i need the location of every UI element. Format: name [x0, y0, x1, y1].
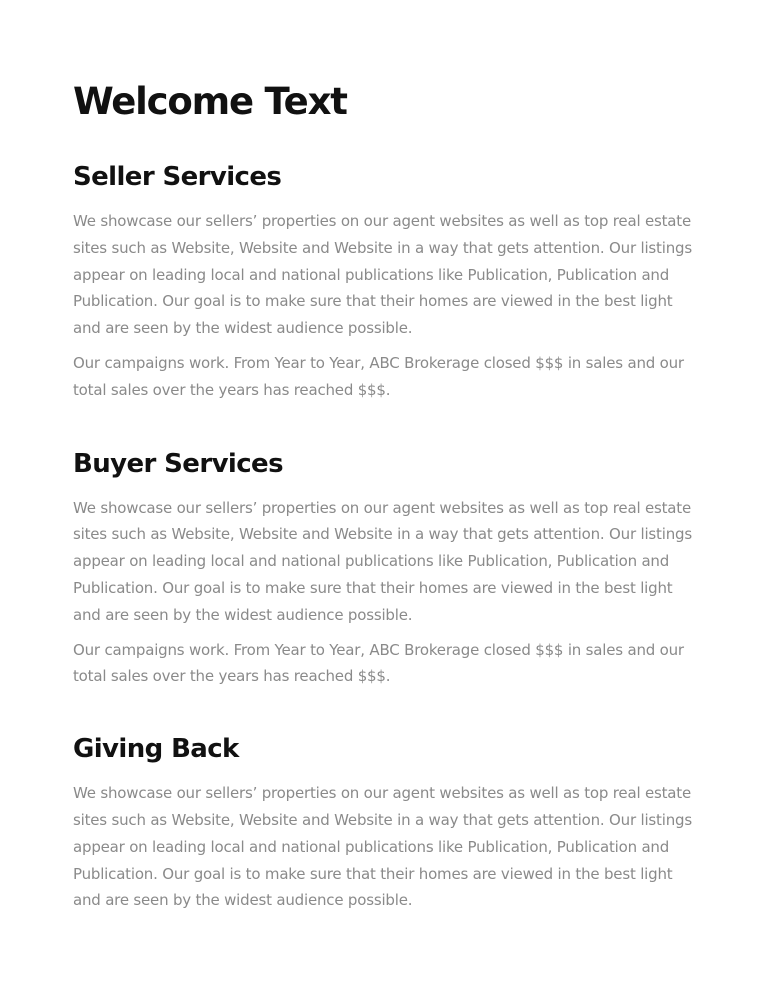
section-heading: Buyer Services: [73, 448, 283, 479]
section-heading: Giving Back: [73, 734, 239, 765]
section-paragraph: We showcase our sellers’ properties on our agent websites as well as top real estate sites such as Website, Website and Website in a way that gets attention. Our listings appear on leading local and national publications like Publication, Publication and Publication. Our goal is to make sure that their homes are viewed in the best light and are seen by the widest audience possible.: [73, 784, 692, 910]
section-paragraph: We showcase our sellers’ properties on our agent websites as well as top real estate sites such as Website, Website and Website in a way that gets attention. Our listings appear on leading local and national publications like Publication, Publication and Publication. Our goal is to make sure that their homes are viewed in the best light and are seen by the widest audience possible.: [73, 498, 692, 624]
section-paragraph: Our campaigns work. From Year to Year, ABC Brokerage closed $$$ in sales and our total sales over the years has reached $$$.: [73, 640, 684, 686]
section-heading: Seller Services: [73, 162, 282, 192]
section-seller-services: [73, 162, 698, 404]
section-paragraph: Our campaigns work. From Year to Year, ABC Brokerage closed $$$ in sales and our total sales over the years has reached $$$.: [73, 353, 684, 399]
section-giving-back: [73, 734, 698, 914]
section-buyer-services: [73, 449, 698, 691]
page-title: Welcome Text: [73, 80, 347, 123]
section-paragraph: We showcase our sellers’ properties on our agent websites as well as top real estate sites such as Website, Website and Website in a way that gets attention. Our listings appear on leading local and national publications like Publication, Publication and Publication. Our goal is to make sure that their homes are viewed in the best light and are seen by the widest audience possible.: [73, 212, 692, 338]
